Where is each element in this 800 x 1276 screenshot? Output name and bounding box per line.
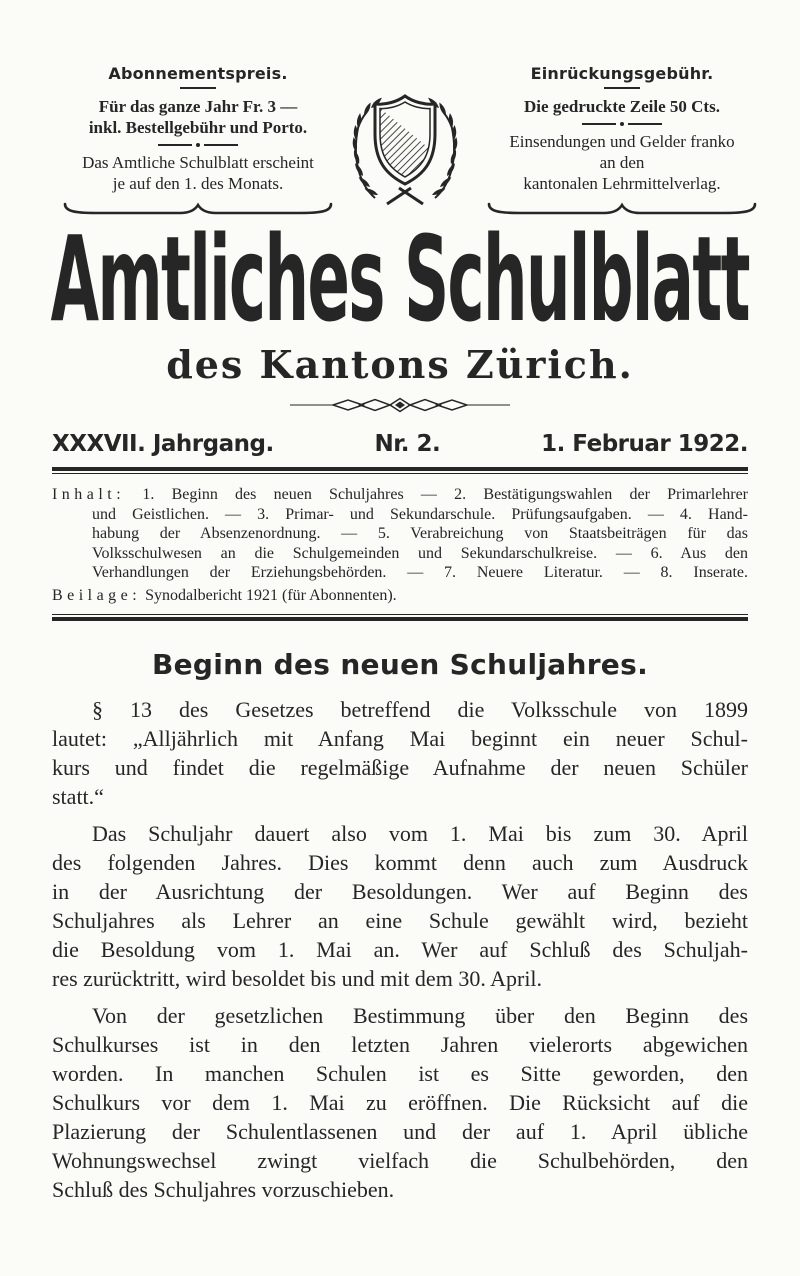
body-line: Schulkurses ist in den letzten Jahren vielerorts abgewichen: [52, 1031, 748, 1057]
body-line: Schulkurs vor dem 1. Mai zu eröffnen. Die Rücksicht auf die: [52, 1089, 748, 1115]
masthead-title: Amtliches Schulblatt: [50, 210, 750, 348]
header-row: [52, 64, 748, 217]
body-line: Schluß des Schuljahres vorzuschieben.: [52, 1176, 395, 1202]
body-line: Wohnungswechsel zwingt vielfach die Schulbehörden, den: [52, 1147, 748, 1173]
issue-info-line: [52, 431, 748, 457]
zurich-coat-of-arms-icon: [344, 82, 466, 210]
subscription-info-column: [52, 64, 344, 217]
publication-schedule-line: je auf den 1. des Monats.: [112, 174, 284, 193]
insertion-fee-heading: Einrückungsgebühr.: [530, 64, 714, 83]
contents-block: [52, 485, 748, 583]
paragraph: [52, 1001, 748, 1204]
article-body: [52, 695, 748, 1204]
diamond-divider-icon: [290, 395, 510, 415]
heading-rule: [180, 87, 216, 89]
body-line: Das Schuljahr dauert also vom 1. Mai bis zum 30. April: [92, 820, 748, 846]
emblem-container: [344, 64, 466, 210]
subscription-heading: Abonnementspreis.: [108, 64, 288, 83]
remittance-line: an den: [599, 153, 645, 172]
masthead-subtitle: des Kantons Zürich.: [166, 342, 634, 387]
issue-volume: XXXVII. Jahrgang.: [52, 431, 274, 457]
contents-label: Inhalt:: [52, 486, 126, 503]
dot-divider-icon: [466, 122, 778, 126]
contents-line: [52, 485, 748, 505]
subscription-price-line: Für das ganze Jahr Fr. 3 —: [98, 97, 298, 116]
paragraph: [52, 695, 748, 811]
body-line: kurs und findet die regelmäßige Aufnahme der neuen Schüler: [52, 754, 748, 780]
body-line: lautet: „Alljährlich mit Anfang Mai beginnt ein neuer Schul-: [52, 725, 748, 751]
paragraph: [52, 819, 748, 993]
insertion-fee-column: [466, 64, 778, 217]
contents-line: habung der Absenzenordnung. — 5. Verabreichung von Staatsbeiträgen für das: [92, 525, 748, 542]
body-line: res zurücktritt, wird besoldet bis und mit dem 30. April.: [52, 965, 543, 991]
article-heading: Beginn des neuen Schuljahres.: [151, 647, 649, 681]
body-line: Schuljahres als Lehrer an eine Schule gewählt wird, bezieht: [52, 907, 748, 933]
contents-line: und Geistlichen. — 3. Primar- und Sekundarschule. Prüfungsaufgaben. — 4. Hand-: [92, 505, 748, 523]
body-line: statt.“: [52, 783, 104, 809]
double-rule: [52, 467, 748, 474]
publication-schedule-line: Das Amtliche Schulblatt erscheint: [82, 153, 314, 172]
double-rule: [52, 614, 748, 621]
dot-divider-icon: [52, 143, 344, 147]
contents-line: Verhandlungen der Erziehungsbehörden. — 7. Neuere Literatur. — 8. Inserate.: [92, 564, 748, 581]
body-line: § 13 des Gesetzes betreffend die Volksschule von 1899: [92, 696, 748, 722]
body-line: worden. In manchen Schulen ist es Sitte geworden, den: [52, 1060, 748, 1086]
supplement-label: Beilage:: [52, 586, 142, 604]
heading-rule: [604, 87, 640, 89]
remittance-line: Einsendungen und Gelder franko: [509, 132, 735, 151]
issue-number: Nr. 2.: [374, 431, 441, 457]
remittance-line: kantonalen Lehrmittelverlag.: [523, 174, 721, 193]
subscription-price-line: inkl. Bestellgebühr und Porto.: [88, 118, 308, 137]
supplement-text: Synodalbericht 1921 (für Abonnenten).: [145, 586, 397, 604]
contents-text: 1. Beginn des neuen Schuljahres — 2. Bestätigungswahlen der Primarlehrer: [142, 486, 749, 503]
issue-date: 1. Februar 1922.: [541, 431, 748, 457]
ornament-container: [52, 395, 748, 415]
body-line: Von der gesetzlichen Bestimmung über den Beginn des: [92, 1002, 748, 1028]
supplement-line: [52, 587, 748, 605]
body-line: Plazierung der Schulentlassenen und der auf 1. April übliche: [52, 1118, 748, 1144]
masthead: [50, 210, 750, 348]
fee-line: Die gedruckte Zeile 50 Cts.: [524, 97, 720, 116]
body-line: die Besoldung vom 1. Mai an. Wer auf Schluß des Schuljah-: [52, 936, 748, 962]
body-line: in der Ausrichtung der Besoldungen. Wer auf Beginn des: [52, 878, 748, 904]
body-line: des folgenden Jahres. Dies kommt denn auch zum Ausdruck: [52, 849, 748, 875]
contents-line: Volksschulwesen an die Schulgemeinden und Sekundarschulkreise. — 6. Aus den: [92, 544, 748, 562]
